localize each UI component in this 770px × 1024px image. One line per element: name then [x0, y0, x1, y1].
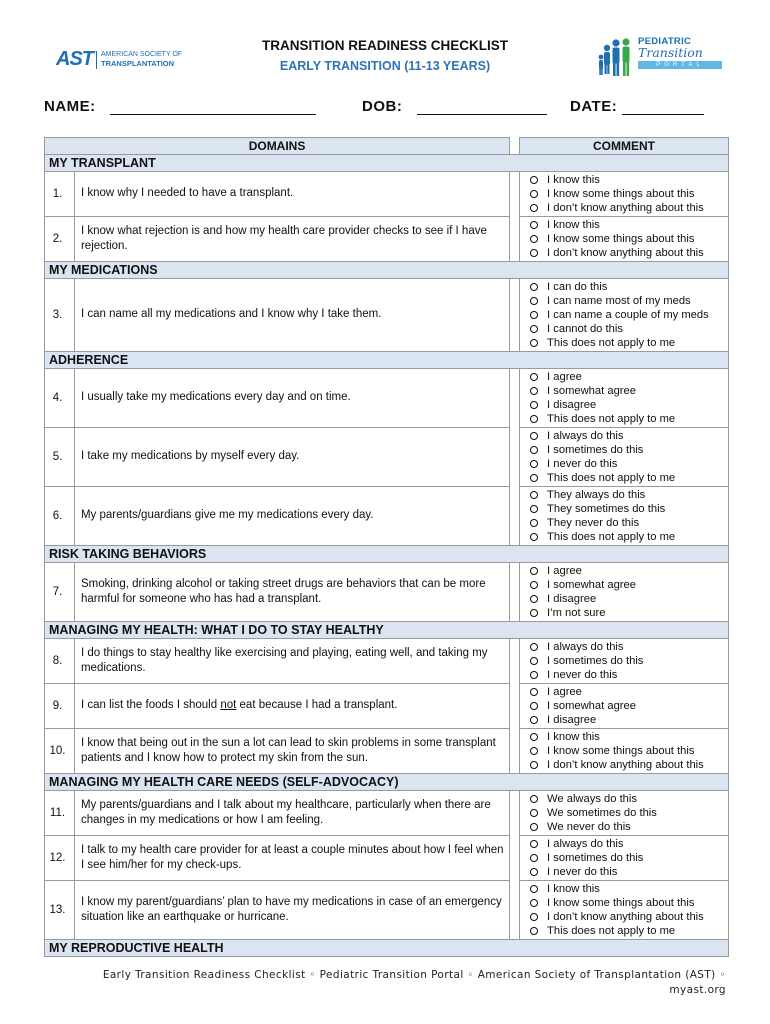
section-header-row: [45, 940, 729, 957]
column-gap: [510, 279, 520, 352]
option-label: I know this: [547, 883, 600, 895]
item-options: [520, 639, 729, 684]
option-choice[interactable]: [530, 429, 728, 443]
radio-circle-icon[interactable]: [530, 190, 538, 198]
radio-circle-icon[interactable]: [530, 311, 538, 319]
radio-circle-icon[interactable]: [530, 297, 538, 305]
option-choice[interactable]: [530, 713, 728, 727]
item-options: [520, 217, 729, 262]
column-gap: [510, 563, 520, 622]
pediatric-transition-portal-logo: [598, 34, 724, 78]
radio-circle-icon[interactable]: [530, 505, 538, 513]
radio-circle-icon[interactable]: [530, 249, 538, 257]
page-header: [0, 0, 770, 90]
option-choice[interactable]: [530, 910, 728, 924]
radio-circle-icon[interactable]: [530, 854, 538, 862]
option-label: I somewhat agree: [547, 385, 636, 397]
option-choice[interactable]: [530, 398, 728, 412]
option-choice[interactable]: [530, 443, 728, 457]
section-title: MANAGING MY HEALTH: WHAT I DO TO STAY HEALTHY: [45, 622, 729, 639]
option-choice[interactable]: [530, 851, 728, 865]
radio-circle-icon[interactable]: [530, 432, 538, 440]
option-label: I cannot do this: [547, 323, 623, 335]
option-label: I sometimes do this: [547, 444, 644, 456]
option-label: This does not apply to me: [547, 531, 676, 543]
checklist-item-row: [45, 217, 729, 262]
column-gap: [510, 428, 520, 487]
radio-circle-icon[interactable]: [530, 761, 538, 769]
item-statement: I take my medications by myself every day.: [74, 428, 509, 487]
option-label: We sometimes do this: [547, 807, 657, 819]
name-line[interactable]: [110, 100, 316, 115]
date-line[interactable]: [622, 100, 704, 115]
radio-circle-icon[interactable]: [530, 927, 538, 935]
name-label: NAME:: [44, 98, 96, 115]
checklist-table: [44, 137, 729, 957]
name-field[interactable]: [44, 98, 316, 115]
option-choice[interactable]: [530, 865, 728, 879]
family-icon: [598, 36, 638, 78]
option-choice[interactable]: [530, 806, 728, 820]
checklist-item-row: [45, 428, 729, 487]
option-choice[interactable]: [530, 792, 728, 806]
column-gap: [510, 881, 520, 940]
item-statement: I talk to my health care provider for at least a couple minutes about how I feel when I see him/her for my check-ups.: [74, 836, 509, 881]
date-label: DATE:: [570, 98, 618, 115]
option-choice[interactable]: [530, 502, 728, 516]
option-label: I always do this: [547, 430, 624, 442]
item-statement: My parents/guardians give me my medications every day.: [74, 487, 509, 546]
item-options: [520, 791, 729, 836]
section-header-row: [45, 622, 729, 639]
option-label: I sometimes do this: [547, 655, 644, 667]
comment-header: COMMENT: [520, 138, 729, 155]
dob-label: DOB:: [362, 98, 403, 115]
column-gap: [510, 729, 520, 774]
option-label: I know some things about this: [547, 897, 695, 909]
section-header-row: [45, 352, 729, 369]
section-title: MY REPRODUCTIVE HEALTH: [45, 940, 729, 957]
option-label: I always do this: [547, 838, 624, 850]
option-choice[interactable]: [530, 471, 728, 485]
option-choice[interactable]: [530, 640, 728, 654]
ast-logo-line1: AMERICAN SOCIETY OF: [101, 51, 183, 58]
radio-circle-icon[interactable]: [530, 868, 538, 876]
option-choice[interactable]: [530, 730, 728, 744]
checklist-item-row: [45, 684, 729, 729]
radio-circle-icon[interactable]: [530, 899, 538, 907]
option-choice[interactable]: [530, 564, 728, 578]
option-label: I never do this: [547, 669, 618, 681]
radio-circle-icon[interactable]: [530, 657, 538, 665]
radio-circle-icon[interactable]: [530, 688, 538, 696]
radio-circle-icon[interactable]: [530, 609, 538, 617]
radio-circle-icon[interactable]: [530, 176, 538, 184]
radio-circle-icon[interactable]: [530, 221, 538, 229]
option-choice[interactable]: [530, 370, 728, 384]
option-label: I never do this: [547, 458, 618, 470]
option-choice[interactable]: [530, 187, 728, 201]
option-choice[interactable]: [530, 668, 728, 682]
item-number: 2.: [45, 217, 75, 262]
ptp-logo-line1: PEDIATRIC: [638, 36, 692, 47]
radio-circle-icon[interactable]: [530, 716, 538, 724]
checklist-item-row: [45, 881, 729, 940]
option-choice[interactable]: [530, 578, 728, 592]
option-label: We always do this: [547, 793, 637, 805]
radio-circle-icon[interactable]: [530, 519, 538, 527]
option-choice[interactable]: [530, 218, 728, 232]
radio-circle-icon[interactable]: [530, 460, 538, 468]
column-gap: [510, 487, 520, 546]
option-label: I don’t know anything about this: [547, 202, 704, 214]
option-label: I don’t know anything about this: [547, 759, 704, 771]
option-choice[interactable]: [530, 246, 728, 260]
statement-emphasis: not: [220, 699, 237, 712]
option-choice[interactable]: [530, 173, 728, 187]
option-choice[interactable]: [530, 336, 728, 350]
item-number: 13.: [45, 881, 75, 940]
radio-circle-icon[interactable]: [530, 401, 538, 409]
footer-line2: myast.org: [669, 984, 726, 996]
radio-circle-icon[interactable]: [530, 474, 538, 482]
column-gap: [510, 639, 520, 684]
option-label: I agree: [547, 565, 582, 577]
item-number: 6.: [45, 487, 75, 546]
option-label: I don’t know anything about this: [547, 247, 704, 259]
option-label: I somewhat agree: [547, 700, 636, 712]
checklist-item-row: [45, 791, 729, 836]
item-statement: I know why I needed to have a transplant.: [74, 172, 509, 217]
ast-logo-line2: TRANSPLANTATION: [101, 58, 175, 68]
option-label: I disagree: [547, 399, 597, 411]
option-choice[interactable]: [530, 384, 728, 398]
item-number: 9.: [45, 684, 75, 729]
item-options: [520, 428, 729, 487]
item-number: 3.: [45, 279, 75, 352]
item-options: [520, 729, 729, 774]
dob-line[interactable]: [417, 100, 547, 115]
radio-circle-icon[interactable]: [530, 491, 538, 499]
radio-circle-icon[interactable]: [530, 823, 538, 831]
radio-circle-icon[interactable]: [530, 840, 538, 848]
radio-circle-icon[interactable]: [530, 204, 538, 212]
checklist-body: [45, 138, 729, 957]
radio-circle-icon[interactable]: [530, 415, 538, 423]
option-label: I can name a couple of my meds: [547, 309, 709, 321]
option-label: This does not apply to me: [547, 337, 676, 349]
checklist-item-row: [45, 836, 729, 881]
option-choice[interactable]: [530, 699, 728, 713]
option-choice[interactable]: [530, 232, 728, 246]
item-number: 1.: [45, 172, 75, 217]
option-label: I agree: [547, 371, 582, 383]
option-label: They always do this: [547, 489, 646, 501]
option-label: I always do this: [547, 641, 624, 653]
radio-circle-icon[interactable]: [530, 747, 538, 755]
checklist-item-row: [45, 563, 729, 622]
item-options: [520, 563, 729, 622]
column-gap: [510, 684, 520, 729]
radio-circle-icon[interactable]: [530, 809, 538, 817]
option-choice[interactable]: [530, 744, 728, 758]
radio-circle-icon[interactable]: [530, 567, 538, 575]
item-statement: Smoking, drinking alcohol or taking street drugs are behaviors that can be more harmful for someone who has had a transplant.: [74, 563, 509, 622]
option-label: This does not apply to me: [547, 472, 676, 484]
option-label: I know this: [547, 174, 600, 186]
item-number: 4.: [45, 369, 75, 428]
radio-circle-icon[interactable]: [530, 702, 538, 710]
checklist-item-row: [45, 279, 729, 352]
option-choice[interactable]: [530, 322, 728, 336]
option-choice[interactable]: [530, 592, 728, 606]
option-choice[interactable]: [530, 896, 728, 910]
item-options: [520, 487, 729, 546]
option-choice[interactable]: [530, 654, 728, 668]
checklist-item-row: [45, 729, 729, 774]
option-label: I agree: [547, 686, 582, 698]
item-number: 12.: [45, 836, 75, 881]
radio-circle-icon[interactable]: [530, 733, 538, 741]
ptp-logo-bar: PORTAL: [638, 61, 722, 69]
option-choice[interactable]: [530, 685, 728, 699]
item-options: [520, 172, 729, 217]
option-label: I can do this: [547, 281, 608, 293]
checklist-item-row: [45, 487, 729, 546]
section-header-row: [45, 155, 729, 172]
item-number: 11.: [45, 791, 75, 836]
option-label: I sometimes do this: [547, 852, 644, 864]
radio-circle-icon[interactable]: [530, 913, 538, 921]
radio-circle-icon[interactable]: [530, 235, 538, 243]
option-label: I can name most of my meds: [547, 295, 691, 307]
option-choice[interactable]: [530, 882, 728, 896]
column-header-row: [45, 138, 729, 155]
item-number: 8.: [45, 639, 75, 684]
option-choice[interactable]: [530, 294, 728, 308]
option-choice[interactable]: [530, 820, 728, 834]
item-options: [520, 684, 729, 729]
option-label: I disagree: [547, 593, 597, 605]
option-choice[interactable]: [530, 412, 728, 426]
section-title: MANAGING MY HEALTH CARE NEEDS (SELF-ADVOCACY): [45, 774, 729, 791]
dob-field[interactable]: [362, 98, 547, 115]
section-header-row: [45, 546, 729, 563]
item-options: [520, 369, 729, 428]
option-label: I disagree: [547, 714, 597, 726]
option-label: I don’t know anything about this: [547, 911, 704, 923]
item-statement: I usually take my medications every day and on time.: [74, 369, 509, 428]
radio-circle-icon[interactable]: [530, 671, 538, 679]
option-label: I know this: [547, 731, 600, 743]
checklist-item-row: [45, 172, 729, 217]
option-label: I know some things about this: [547, 745, 695, 757]
page-footer: [44, 968, 726, 998]
item-number: 10.: [45, 729, 75, 774]
column-gap: [510, 217, 520, 262]
item-statement: I know my parent/guardians’ plan to have my medications in case of an emergency situation like an earthquake or hurricane.: [74, 881, 509, 940]
date-field[interactable]: [570, 98, 704, 115]
section-title: ADHERENCE: [45, 352, 729, 369]
item-options: [520, 881, 729, 940]
option-choice[interactable]: [530, 758, 728, 772]
option-choice[interactable]: [530, 924, 728, 938]
option-label: I know some things about this: [547, 188, 695, 200]
option-choice[interactable]: [530, 457, 728, 471]
footer-line1: Early Transition Readiness Checklist ◦ Pediatric Transition Portal ◦ American Society of Transplantation (AST) ◦: [102, 969, 726, 981]
section-title: RISK TAKING BEHAVIORS: [45, 546, 729, 563]
statement-part: I can list the foods I should: [80, 699, 221, 712]
radio-circle-icon[interactable]: [530, 885, 538, 893]
option-choice[interactable]: [530, 280, 728, 294]
radio-circle-icon[interactable]: [530, 643, 538, 651]
radio-circle-icon[interactable]: [530, 595, 538, 603]
option-choice[interactable]: [530, 516, 728, 530]
radio-circle-icon[interactable]: [530, 533, 538, 541]
option-choice[interactable]: [530, 606, 728, 620]
radio-circle-icon[interactable]: [530, 283, 538, 291]
option-label: This does not apply to me: [547, 925, 676, 937]
option-label: I somewhat agree: [547, 579, 636, 591]
item-statement: [74, 684, 509, 729]
radio-circle-icon[interactable]: [530, 373, 538, 381]
radio-circle-icon[interactable]: [530, 387, 538, 395]
ast-logo-mark: AST: [56, 48, 93, 70]
item-statement: I can name all my medications and I know why I take them.: [74, 279, 509, 352]
section-header-row: [45, 774, 729, 791]
column-gap: [510, 172, 520, 217]
option-label: I never do this: [547, 866, 618, 878]
ptp-logo-text: [638, 36, 703, 59]
patient-fields: [44, 98, 734, 120]
radio-circle-icon[interactable]: [530, 325, 538, 333]
option-label: They sometimes do this: [547, 503, 666, 515]
radio-circle-icon[interactable]: [530, 795, 538, 803]
option-label: I know this: [547, 219, 600, 231]
page-title: TRANSITION READINESS CHECKLIST: [261, 38, 508, 53]
option-label: This does not apply to me: [547, 413, 676, 425]
domains-header: DOMAINS: [45, 138, 510, 155]
ptp-logo-line2: Transition: [638, 45, 703, 60]
column-gap: [510, 369, 520, 428]
option-label: They never do this: [547, 517, 640, 529]
column-gap: [510, 138, 520, 155]
option-choice[interactable]: [530, 488, 728, 502]
option-label: We never do this: [547, 821, 631, 833]
option-label: I’m not sure: [547, 607, 606, 619]
column-gap: [510, 791, 520, 836]
section-title: MY MEDICATIONS: [45, 262, 729, 279]
item-options: [520, 836, 729, 881]
checklist-item-row: [45, 639, 729, 684]
item-statement: I do things to stay healthy like exercising and playing, eating well, and taking my medications.: [74, 639, 509, 684]
option-choice[interactable]: [530, 201, 728, 215]
option-choice[interactable]: [530, 308, 728, 322]
section-header-row: [45, 262, 729, 279]
radio-circle-icon[interactable]: [530, 446, 538, 454]
item-statement: I know what rejection is and how my health care provider checks to see if I have rejection.: [74, 217, 509, 262]
radio-circle-icon[interactable]: [530, 581, 538, 589]
option-choice[interactable]: [530, 837, 728, 851]
statement-part: eat because I had a transplant.: [236, 699, 398, 712]
item-statement: I know that being out in the sun a lot can lead to skin problems in some transplant patients and I know how to protect my skin from the sun.: [74, 729, 509, 774]
item-number: 7.: [45, 563, 75, 622]
item-statement: My parents/guardians and I talk about my healthcare, particularly when there are changes in my medications or how I am feeling.: [74, 791, 509, 836]
page-subtitle: EARLY TRANSITION (11-13 YEARS): [279, 59, 491, 73]
item-options: [520, 279, 729, 352]
checklist-item-row: [45, 369, 729, 428]
option-label: I know some things about this: [547, 233, 695, 245]
section-title: MY TRANSPLANT: [45, 155, 729, 172]
item-number: 5.: [45, 428, 75, 487]
option-choice[interactable]: [530, 530, 728, 544]
column-gap: [510, 836, 520, 881]
radio-circle-icon[interactable]: [530, 339, 538, 347]
